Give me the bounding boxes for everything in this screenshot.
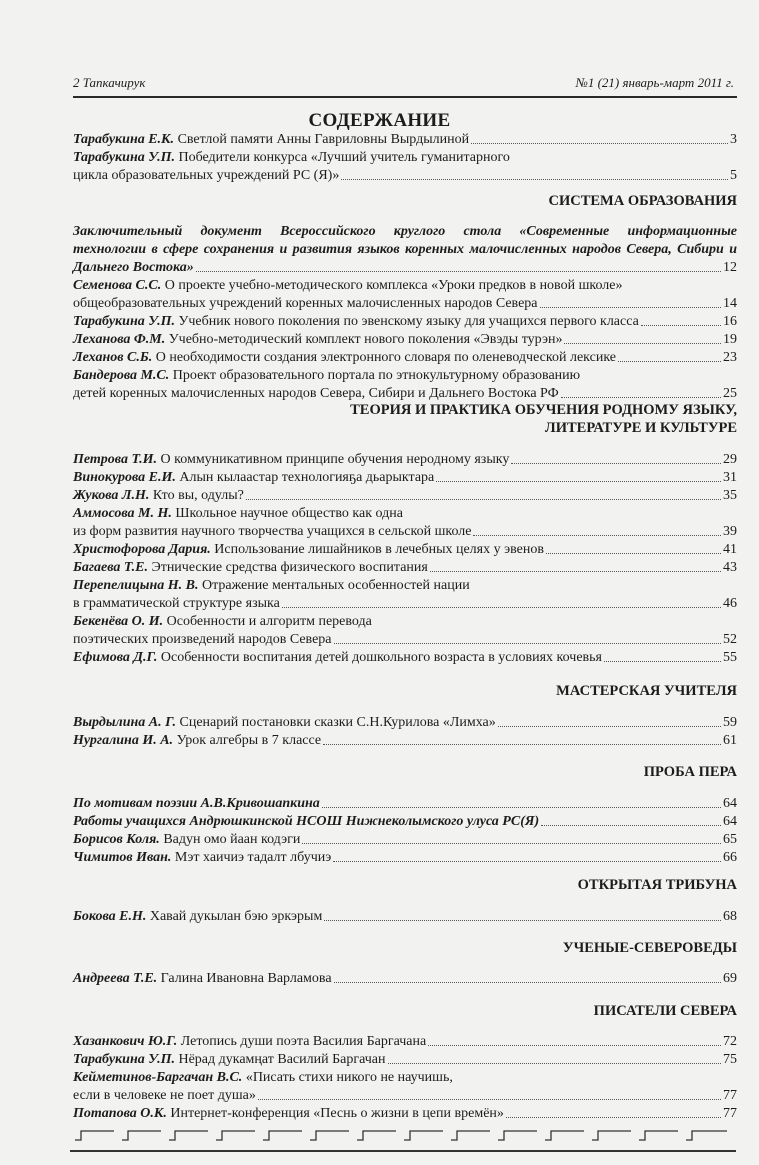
toc-entry [73,259,737,277]
page-number: 68 [723,909,737,924]
entry-author: Кейметинов-Баргачан В.С. [73,1070,243,1085]
entry-title: Интернет-конференция «Песнь о жизни в цепи времён» [166,1106,504,1121]
entry-title: Урок алгебры в 7 классе [173,733,322,748]
entry-title: Кто вы, одулы? [149,488,244,503]
dot-leader [302,842,721,844]
entry-text [73,1105,504,1123]
entry-text [73,559,428,577]
entry-title: в грамматической структуре языка [73,596,280,611]
toc-entry [73,613,737,631]
dot-leader [618,360,721,362]
section-heading: ОТКРЫТАЯ ТРИБУНА [577,877,737,893]
entry-author: Семенова С.С. [73,278,162,293]
page-number: 12 [723,260,737,275]
entry-title: общеобразовательных учреждений коренных малочисленных народов Севера [73,296,538,311]
toc-entry [73,631,737,649]
toc-entry [73,469,737,487]
dot-leader [511,462,721,464]
entry-author: Тарабукина У.П. [73,1052,175,1067]
entry-text [73,277,622,295]
page-number: 55 [723,650,737,665]
toc-entry [73,1051,737,1069]
toc-entry [73,595,737,613]
toc-entry [73,131,737,149]
toc-entry [73,714,737,732]
toc-entry [73,541,737,559]
page-number: 25 [723,386,737,401]
toc-entry [73,487,737,505]
page-title: СОДЕРЖАНИЕ [308,110,451,131]
dot-leader [334,981,721,983]
dot-leader [471,142,728,144]
section-heading: ПРОБА ПЕРА [643,764,737,780]
dot-leader [473,534,721,536]
section-heading: ПИСАТЕЛИ СЕВЕРА [593,1003,737,1019]
entry-author: Аммосова М. Н. [73,506,172,521]
entry-title: О коммуникативном принципе обучения неродному языку [157,452,510,467]
entry-title: Хавай дукылан бэю эркэрым [146,909,323,924]
header-rule [73,96,737,98]
toc-entry [73,649,737,667]
entry-title: Сценарий постановки сказки С.Н.Курилова «Лимха» [176,715,496,730]
page-number: 43 [723,560,737,575]
page-number: 19 [723,332,737,347]
toc-entry [73,523,737,541]
document-title-line: Заключительный документ Всероссийского круглого стола «Современные информационные [73,224,737,239]
toc-entry [73,149,737,167]
running-header-left: 2 Тапкачирук [73,75,146,90]
section-heading: МАСТЕРСКАЯ УЧИТЕЛЯ [556,683,737,699]
dot-leader [546,552,721,554]
entry-text [73,970,332,988]
entry-author: Борисов Коля. [73,832,160,847]
toc-entry [73,1087,737,1105]
entry-text [73,613,372,631]
entry-title: Вадун омо йаан кодэги [159,832,301,847]
dot-leader [604,660,721,662]
entry-text [73,149,510,167]
toc-entry [73,849,737,867]
dot-leader [506,1116,721,1118]
entry-author: Багаева Т.Е. [73,560,148,575]
entry-title: Учебник нового поколения по эвенскому языку для учащихся первого класса [174,314,639,329]
dot-leader [436,480,721,482]
toc-entry [73,277,737,295]
entry-title: Этнические средства физического воспитания [147,560,428,575]
entry-text [73,541,544,559]
page-number: 39 [723,524,737,539]
entry-text [73,367,580,385]
entry-author: Хазанкович Ю.Г. [73,1034,178,1049]
entry-title: Учебно-методический комплект нового поколения «Эвэды турэн» [165,332,563,347]
entry-text [73,259,194,277]
dot-leader [282,606,721,608]
entry-title: детей коренных малочисленных народов Севера, Сибири и Дальнего Востока РФ [73,386,559,401]
dot-leader [323,743,721,745]
entry-author: Нургалина И. А. [73,733,174,748]
entry-text [73,631,332,649]
page-number: 31 [723,470,737,485]
dot-leader [388,1062,721,1064]
entry-title: Особенности и алгоритм перевода [163,614,372,629]
page-number: 61 [723,733,737,748]
entry-title: Галина Ивановна Варламова [157,971,332,986]
entry-italic-title: Дальнего Востока» [73,260,194,275]
page-number: 64 [723,814,737,829]
section-heading-line2: ЛИТЕРАТУРЕ И КУЛЬТУРЕ [544,420,737,436]
entry-text [73,295,538,313]
entry-title: «Писать стихи никого не научишь, [242,1070,453,1085]
page-number: 72 [723,1034,737,1049]
entry-title: цикла образовательных учреждений РС (Я)» [73,168,340,183]
page-number: 77 [723,1088,737,1103]
entry-author: Тарабукина Е.К. [73,132,175,147]
toc-entry [73,295,737,313]
page-number: 46 [723,596,737,611]
entry-author: Леханова Ф.М. [73,332,166,347]
dot-leader [324,919,721,921]
page-number: 65 [723,832,737,847]
entry-text [73,313,639,331]
entry-title: Победители конкурса «Лучший учитель гуманитарного [174,150,510,165]
entry-author: Тарабукина У.П. [73,314,175,329]
section-heading: УЧЕНЫЕ-СЕВЕРОВЕДЫ [562,940,737,956]
toc-entry [73,908,737,926]
dot-leader [334,642,722,644]
entry-italic-title: Работы учащихся Андрюшкинской НСОШ Нижнеколымского улуса РС(Я) [73,814,540,829]
page-number: 64 [723,796,737,811]
toc-entry [73,1069,737,1087]
page-number: 77 [723,1106,737,1121]
entry-text [73,167,339,185]
entry-text [73,349,616,367]
page-number: 66 [723,850,737,865]
toc-entry [73,831,737,849]
entry-text [73,595,280,613]
entry-title: Школьное научное общество как одна [171,506,403,521]
entry-text [73,451,509,469]
page-number: 14 [723,296,737,311]
entry-title: из форм развития научного творчества учащихся в сельской школе [73,524,472,539]
dot-leader [541,824,721,826]
dot-leader [498,725,721,727]
running-header-right: №1 (21) январь-март 2011 г. [575,75,734,90]
entry-italic-title: По мотивам поэзии А.В.Кривошапкина [73,796,320,811]
entry-title: О проекте учебно-методического комплекса «Уроки предков в новой школе» [161,278,623,293]
entry-author: Вырдылина А. Г. [73,715,177,730]
entry-text [73,469,434,487]
toc-entry [73,349,737,367]
entry-author: Потапова О.К. [73,1106,167,1121]
page-number: 16 [723,314,737,329]
entry-text [73,831,300,849]
dot-leader [341,178,728,180]
dot-leader [428,1044,721,1046]
entry-author: Леханов С.Б. [73,350,153,365]
entry-title: Проект образовательного портала по этнокультурному образованию [169,368,581,383]
document-title-line: технологии в сфере сохранения и развития языков коренных малочисленных народов Севера, Сибири и [73,242,737,257]
entry-author: Ефимова Д.Г. [73,650,158,665]
page-number: 29 [723,452,737,467]
entry-text [73,1051,386,1069]
dot-leader [430,570,721,572]
entry-title: Светлой памяти Анны Гавриловны Вырдылиной [174,132,470,147]
toc-entry [73,813,737,831]
entry-text [73,1069,453,1087]
page-number: 5 [730,168,737,183]
entry-author: Петрова Т.И. [73,452,158,467]
entry-text [73,487,244,505]
entry-title: Летопись души поэта Василия Баргачана [177,1034,427,1049]
dot-leader [540,306,722,308]
entry-text [73,714,496,732]
toc-entry [73,577,737,595]
dot-leader [246,498,721,500]
toc-entry [73,559,737,577]
toc-entry [73,167,737,185]
entry-title: если в человеке не поет душа» [73,1088,256,1103]
entry-text [73,813,539,831]
entry-text [73,849,331,867]
entry-text [73,1087,256,1105]
entry-author: Винокурова Е.И. [73,470,176,485]
entry-author: Андреева Т.Е. [73,971,158,986]
entry-author: Чимитов Иван. [73,850,172,865]
entry-title: поэтических произведений народов Севера [73,632,332,647]
entry-text [73,505,403,523]
dot-leader [196,270,721,272]
entry-author: Перепелицына Н. В. [73,578,199,593]
entry-title: Отражение ментальных особенностей нации [198,578,470,593]
entry-title: О необходимости создания электронного словаря по оленеводческой лексике [152,350,616,365]
dot-leader [322,806,721,808]
dot-leader [564,342,721,344]
page-number: 52 [723,632,737,647]
entry-text [73,331,562,349]
toc-entry [73,795,737,813]
toc-entry [73,732,737,750]
entry-text [73,131,469,149]
entry-author: Тарабукина У.П. [73,150,175,165]
entry-title: Нёрад дукамңат Василий Баргачан [174,1052,386,1067]
toc-entry [73,505,737,523]
page-number: 35 [723,488,737,503]
page-number: 75 [723,1052,737,1067]
entry-text [73,908,322,926]
page-number: 23 [723,350,737,365]
entry-text [73,523,471,541]
toc-entry [73,970,737,988]
section-heading: СИСТЕМА ОБРАЗОВАНИЯ [548,193,737,209]
toc-entry [73,313,737,331]
entry-text [73,649,602,667]
entry-title: Особенности воспитания детей дошкольного возраста в условиях кочевья [157,650,602,665]
toc-entry [73,1105,737,1123]
dot-leader [258,1098,721,1100]
entry-author: Бандерова М.С. [73,368,170,383]
entry-text [73,732,321,750]
entry-text [73,577,470,595]
section-heading-line1: ТЕОРИЯ И ПРАКТИКА ОБУЧЕНИЯ РОДНОМУ ЯЗЫКУ, [350,402,737,418]
entry-author: Бокова Е.Н. [73,909,147,924]
page-number: 41 [723,542,737,557]
page-number: 3 [730,132,737,147]
toc-entry [73,451,737,469]
entry-title: Мэт хаичиэ тадалт лбучиэ [171,850,332,865]
entry-title: Использование лишайников в лечебных целях у эвенов [210,542,544,557]
entry-text [73,1033,426,1051]
page-number: 69 [723,971,737,986]
entry-author: Бекенёва О. И. [73,614,164,629]
dot-leader [561,396,721,398]
entry-text [73,795,320,813]
entry-title: Алын кылаастар технологияҕа дьарыктара [175,470,435,485]
decorative-border [73,1128,728,1142]
entry-author: Жукова Л.Н. [73,488,150,503]
toc-entry [73,367,737,385]
toc-entry [73,331,737,349]
entry-author: Христофорова Дария. [73,542,211,557]
dot-leader [333,860,721,862]
footer-rule [70,1150,736,1152]
dot-leader [641,324,721,326]
toc-entry [73,1033,737,1051]
page-number: 59 [723,715,737,730]
